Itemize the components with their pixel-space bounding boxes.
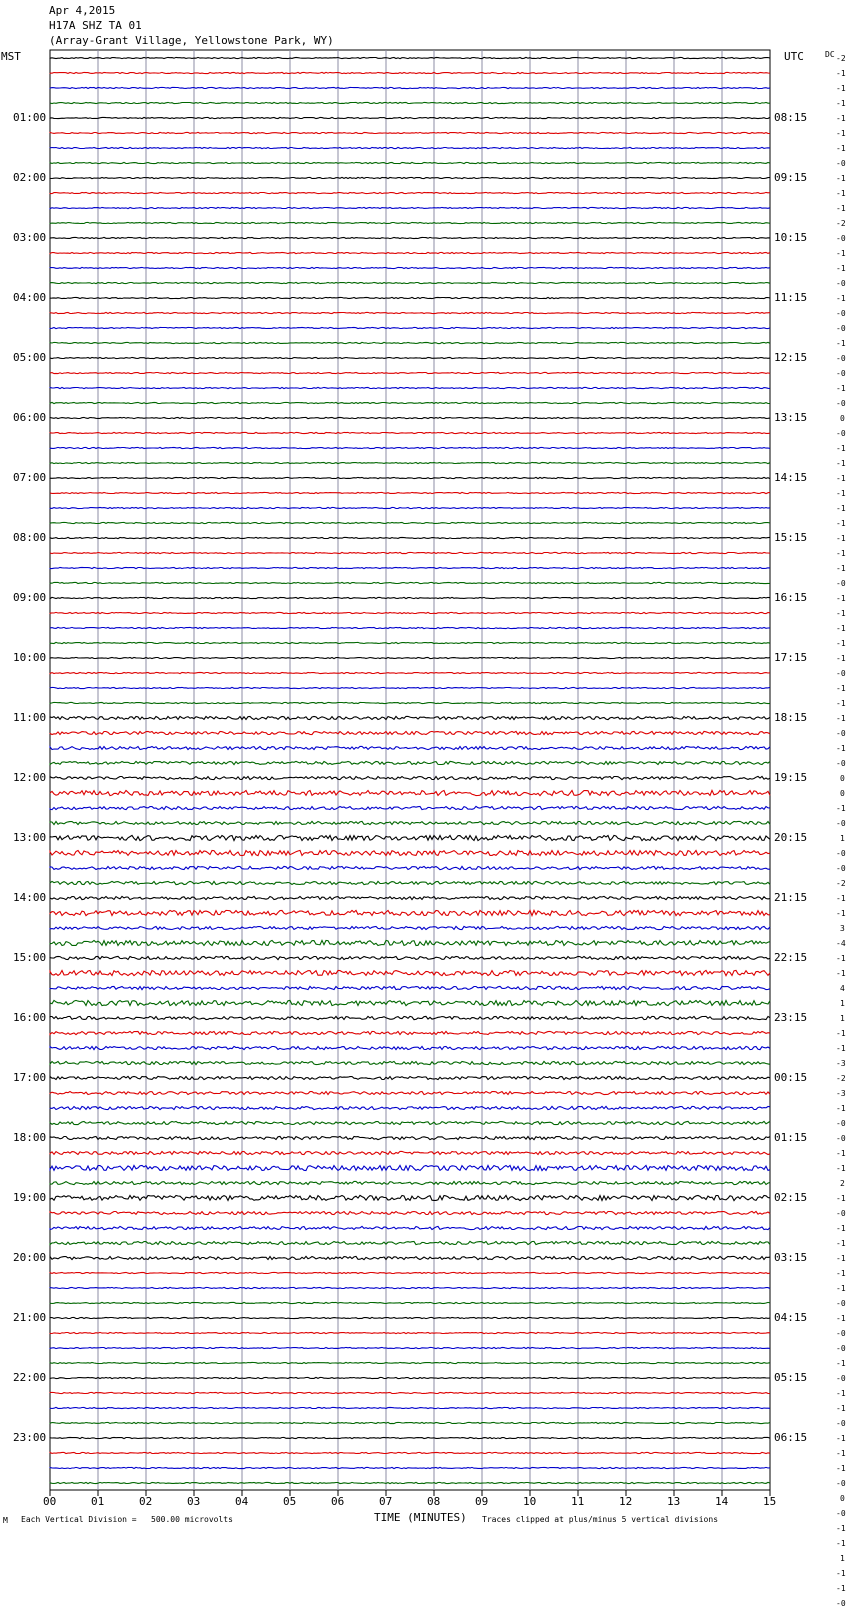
dc-offset-value: -0: [836, 1209, 846, 1218]
seismic-trace: [50, 1422, 770, 1423]
footer-left-mark: M: [3, 1516, 8, 1525]
seismic-trace: [50, 702, 770, 703]
dc-offset-value: -1: [836, 744, 846, 753]
seismic-trace: [50, 627, 770, 628]
seismic-trace: [50, 237, 770, 238]
seismic-trace: [50, 1392, 770, 1393]
seismic-trace: [50, 806, 770, 809]
seismic-trace: [50, 716, 770, 719]
seismic-trace: [50, 881, 770, 884]
scale-note: Each Vertical Division = 500.00 microvolts: [21, 1515, 233, 1524]
left-hour-label: 12:00: [13, 771, 47, 784]
dc-offset-value: -1: [836, 294, 846, 303]
dc-offset-value: 2: [840, 1179, 845, 1188]
dc-offset-value: -1: [836, 114, 846, 123]
dc-offset-value: -0: [836, 1599, 846, 1608]
seismic-trace: [50, 582, 770, 583]
dc-offset-value: -0: [836, 864, 846, 873]
left-hour-label: 13:00: [13, 831, 47, 844]
x-tick-label: 00: [43, 1495, 57, 1508]
dc-offset-value: -0: [836, 759, 846, 768]
seismic-trace: [50, 790, 770, 795]
left-hour-label: 07:00: [13, 471, 47, 484]
left-hour-label: 16:00: [13, 1011, 47, 1024]
left-hour-label: 17:00: [13, 1071, 47, 1084]
x-tick-label: 11: [571, 1495, 585, 1508]
left-hour-label: 05:00: [13, 351, 47, 364]
dc-offset-value: -0: [836, 849, 846, 858]
seismic-trace: [50, 87, 770, 88]
seismic-trace: [50, 657, 770, 658]
right-hour-label: 18:15: [774, 711, 808, 724]
right-hour-label: 20:15: [774, 831, 808, 844]
right-hour-label: 19:15: [774, 771, 808, 784]
dc-offset-value: -1: [836, 444, 846, 453]
dc-offset-value: -1: [836, 654, 846, 663]
x-tick-label: 14: [715, 1495, 729, 1508]
dc-offset-value: -1: [836, 384, 846, 393]
dc-offset-value: 1: [840, 834, 845, 843]
dc-offset-value: -0: [836, 819, 846, 828]
dc-offset-value: -0: [836, 309, 846, 318]
right-hour-label: 05:15: [774, 1371, 808, 1384]
seismic-trace: [50, 1165, 770, 1170]
right-hour-label: 13:15: [774, 411, 808, 424]
left-hour-label: 06:00: [13, 411, 47, 424]
right-hour-label: 09:15: [774, 171, 808, 184]
right-hour-label: 00:15: [774, 1071, 808, 1084]
seismic-trace: [50, 117, 770, 118]
seismic-trace: [50, 970, 770, 975]
dc-offset-value: -0: [836, 1134, 846, 1143]
left-hour-label: 09:00: [13, 591, 47, 604]
right-hour-label: 14:15: [774, 471, 808, 484]
right-hour-label: 15:15: [774, 531, 808, 544]
seismic-trace: [50, 896, 770, 899]
dc-offset-value: -0: [836, 429, 846, 438]
x-tick-label: 02: [139, 1495, 153, 1508]
dc-offset-value: -2: [836, 219, 846, 228]
dc-offset-value: -3: [836, 1059, 846, 1068]
seismic-trace: [50, 1452, 770, 1453]
dc-offset-value: -1: [836, 459, 846, 468]
x-tick-label: 09: [475, 1495, 489, 1508]
dc-offset-value: -1: [836, 534, 846, 543]
dc-offset-value: -0: [836, 279, 846, 288]
seismic-trace: [50, 462, 770, 463]
dc-offset-value: -1: [836, 609, 846, 618]
right-hour-label: 11:15: [774, 291, 808, 304]
dc-offset-value: -2: [836, 54, 846, 63]
seismic-trace: [50, 1076, 770, 1079]
dc-offset-value: -1: [836, 1254, 846, 1263]
dc-offset-value: -1: [836, 504, 846, 513]
right-hour-label: 01:15: [774, 1131, 808, 1144]
seismic-trace: [50, 147, 770, 148]
seismic-trace: [50, 821, 770, 824]
seismic-trace: [50, 132, 770, 133]
x-tick-label: 05: [283, 1495, 297, 1508]
right-hour-label: 10:15: [774, 231, 808, 244]
right-hour-label: 04:15: [774, 1311, 808, 1324]
dc-offset-value: -1: [836, 1359, 846, 1368]
left-hour-label: 01:00: [13, 111, 47, 124]
dc-offset-value: -0: [836, 1344, 846, 1353]
right-timezone-label: UTC: [784, 50, 804, 63]
seismic-trace: [50, 731, 770, 734]
dc-offset-value: 0: [840, 774, 845, 783]
right-hour-label: 12:15: [774, 351, 808, 364]
dc-offset-value: -1: [836, 1404, 846, 1413]
dc-offset-value: -1: [836, 909, 846, 918]
dc-offset-value: 0: [840, 789, 845, 798]
seismic-trace: [50, 1061, 770, 1064]
seismic-trace: [50, 761, 770, 764]
seismic-trace: [50, 507, 770, 508]
dc-offset-value: -1: [836, 99, 846, 108]
left-timezone-label: MST: [1, 50, 21, 63]
dc-offset-value: -1: [836, 1524, 846, 1533]
seismic-trace: [50, 552, 770, 553]
station-code: H17A SHZ TA 01: [49, 19, 142, 32]
dc-offset-value: -1: [836, 549, 846, 558]
seismic-trace: [50, 357, 770, 358]
dc-offset-value: -1: [836, 1239, 846, 1248]
x-tick-label: 07: [379, 1495, 393, 1508]
seismic-trace: [50, 282, 770, 283]
dc-offset-value: -1: [836, 624, 846, 633]
seismic-trace: [50, 1482, 770, 1483]
dc-offset-value: -0: [836, 579, 846, 588]
seismic-trace: [50, 222, 770, 223]
seismic-trace: [50, 1226, 770, 1229]
dc-offset-value: -0: [836, 324, 846, 333]
x-tick-label: 12: [619, 1495, 633, 1508]
seismic-trace: [50, 940, 770, 945]
dc-offset-value: 4: [840, 984, 845, 993]
seismic-trace: [50, 1347, 770, 1348]
left-hour-label: 03:00: [13, 231, 47, 244]
x-tick-label: 13: [667, 1495, 681, 1508]
right-hour-label: 03:15: [774, 1251, 808, 1264]
x-tick-label: 08: [427, 1495, 441, 1508]
seismic-trace: [50, 1211, 770, 1214]
seismic-trace: [50, 402, 770, 403]
seismic-trace: [50, 297, 770, 298]
seismic-trace: [50, 72, 770, 73]
seismic-trace: [50, 447, 770, 448]
plot-date: Apr 4,2015: [49, 4, 116, 17]
dc-offset-value: -0: [836, 1119, 846, 1128]
seismic-trace: [50, 776, 770, 779]
seismic-trace: [50, 1241, 770, 1244]
dc-offset-value: -1: [836, 84, 846, 93]
left-hour-label: 23:00: [13, 1431, 47, 1444]
dc-offset-value: -1: [836, 1224, 846, 1233]
seismic-trace: [50, 1287, 770, 1288]
right-hour-label: 21:15: [774, 891, 808, 904]
seismic-trace: [50, 866, 770, 869]
x-tick-label: 01: [91, 1495, 105, 1508]
dc-offset-value: -0: [836, 369, 846, 378]
dc-offset-value: -1: [836, 69, 846, 78]
seismic-trace: [50, 252, 770, 253]
seismic-trace: [50, 417, 770, 418]
seismic-trace: [50, 1181, 770, 1184]
seismic-trace: [50, 1272, 770, 1273]
seismic-trace: [50, 192, 770, 193]
seismic-trace: [50, 1092, 770, 1095]
dc-offset-value: -2: [836, 879, 846, 888]
seismic-trace: [50, 477, 770, 478]
seismic-trace: [50, 1046, 770, 1049]
left-hour-label: 11:00: [13, 711, 47, 724]
dc-offset-value: -1: [836, 969, 846, 978]
dc-offset-value: -1: [836, 1284, 846, 1293]
dc-offset-value: -1: [836, 1029, 846, 1038]
seismic-trace: [50, 1121, 770, 1124]
seismic-trace: [50, 597, 770, 598]
left-hour-label: 04:00: [13, 291, 47, 304]
seismic-trace: [50, 1377, 770, 1378]
dc-offset-value: -1: [836, 639, 846, 648]
dc-offset-value: 0: [840, 414, 845, 423]
seismic-trace: [50, 835, 770, 840]
dc-offset-header: DC: [825, 50, 835, 59]
seismic-trace: [50, 986, 770, 989]
right-hour-label: 02:15: [774, 1191, 808, 1204]
dc-offset-value: -1: [836, 804, 846, 813]
dc-offset-value: -4: [836, 939, 846, 948]
seismic-trace: [50, 850, 770, 855]
dc-offset-value: -1: [836, 684, 846, 693]
x-tick-label: 03: [187, 1495, 201, 1508]
dc-offset-value: -0: [836, 1419, 846, 1428]
dc-offset-value: -1: [836, 954, 846, 963]
seismic-trace: [50, 57, 770, 58]
seismic-trace: [50, 926, 770, 929]
seismic-trace: [50, 1106, 770, 1109]
right-hour-label: 16:15: [774, 591, 808, 604]
seismic-trace: [50, 687, 770, 688]
dc-offset-value: -0: [836, 729, 846, 738]
left-hour-label: 20:00: [13, 1251, 47, 1264]
dc-offset-value: -1: [836, 339, 846, 348]
dc-offset-value: -1: [836, 894, 846, 903]
dc-offset-value: -1: [836, 699, 846, 708]
left-hour-label: 22:00: [13, 1371, 47, 1384]
dc-offset-value: -1: [836, 189, 846, 198]
dc-offset-value: -1: [836, 1464, 846, 1473]
station-location: (Array-Grant Village, Yellowstone Park, WY): [49, 34, 334, 47]
dc-offset-value: 3: [840, 924, 845, 933]
seismic-trace: [50, 177, 770, 178]
dc-offset-value: -1: [836, 144, 846, 153]
dc-offset-value: -1: [836, 489, 846, 498]
seismic-trace: [50, 1332, 770, 1333]
right-hour-label: 22:15: [774, 951, 808, 964]
x-tick-label: 06: [331, 1495, 345, 1508]
seismic-trace: [50, 1031, 770, 1034]
seismic-trace: [50, 672, 770, 673]
left-hour-label: 18:00: [13, 1131, 47, 1144]
seismic-trace: [50, 1467, 770, 1468]
dc-offset-value: -1: [836, 1449, 846, 1458]
dc-offset-value: -0: [836, 669, 846, 678]
dc-offset-value: -0: [836, 1509, 846, 1518]
dc-offset-value: -0: [836, 354, 846, 363]
seismic-trace: [50, 642, 770, 643]
seismic-trace: [50, 1151, 770, 1154]
right-hour-label: 23:15: [774, 1011, 808, 1024]
dc-offset-value: -1: [836, 264, 846, 273]
dc-offset-value: -1: [836, 1044, 846, 1053]
dc-offset-value: 1: [840, 1014, 845, 1023]
seismic-trace: [50, 537, 770, 538]
seismic-trace: [50, 102, 770, 103]
dc-offset-value: -3: [836, 1089, 846, 1098]
left-hour-label: 19:00: [13, 1191, 47, 1204]
seismic-trace: [50, 342, 770, 343]
seismic-trace: [50, 267, 770, 268]
seismic-trace: [50, 746, 770, 749]
right-hour-label: 06:15: [774, 1431, 808, 1444]
left-hour-label: 21:00: [13, 1311, 47, 1324]
x-tick-label: 04: [235, 1495, 249, 1508]
right-hour-label: 08:15: [774, 111, 808, 124]
dc-offset-value: -0: [836, 399, 846, 408]
left-hour-label: 02:00: [13, 171, 47, 184]
seismic-trace: [50, 910, 770, 915]
dc-offset-value: -1: [836, 1584, 846, 1593]
left-hour-label: 08:00: [13, 531, 47, 544]
dc-offset-value: -1: [836, 249, 846, 258]
seismic-trace: [50, 492, 770, 493]
seismic-trace: [50, 1195, 770, 1200]
seismic-trace: [50, 1437, 770, 1438]
dc-offset-value: -1: [836, 474, 846, 483]
seismic-trace: [50, 956, 770, 959]
seismic-trace: [50, 1407, 770, 1408]
seismic-trace: [50, 567, 770, 568]
seismic-trace: [50, 522, 770, 523]
dc-offset-value: 0: [840, 1494, 845, 1503]
dc-offset-value: -1: [836, 174, 846, 183]
dc-offset-value: -1: [836, 594, 846, 603]
left-hour-label: 10:00: [13, 651, 47, 664]
dc-offset-value: -1: [836, 714, 846, 723]
dc-offset-value: -0: [836, 1299, 846, 1308]
dc-offset-value: -1: [836, 1434, 846, 1443]
left-hour-label: 15:00: [13, 951, 47, 964]
dc-offset-value: -1: [836, 204, 846, 213]
dc-offset-value: -1: [836, 519, 846, 528]
dc-offset-value: -1: [836, 1149, 846, 1158]
seismic-trace: [50, 1302, 770, 1303]
dc-offset-value: -1: [836, 1194, 846, 1203]
seismic-trace: [50, 1317, 770, 1318]
dc-offset-value: -1: [836, 1539, 846, 1548]
seismic-trace: [50, 612, 770, 613]
dc-offset-value: -1: [836, 1389, 846, 1398]
left-hour-label: 14:00: [13, 891, 47, 904]
clip-note: Traces clipped at plus/minus 5 vertical divisions: [482, 1515, 719, 1524]
seismic-trace: [50, 1256, 770, 1259]
dc-offset-value: -0: [836, 234, 846, 243]
dc-offset-value: -1: [836, 1164, 846, 1173]
seismic-trace: [50, 1136, 770, 1139]
x-axis-title: TIME (MINUTES): [374, 1511, 467, 1524]
seismic-trace: [50, 1362, 770, 1363]
seismic-trace: [50, 162, 770, 163]
seismic-trace: [50, 312, 770, 313]
dc-offset-value: -0: [836, 1374, 846, 1383]
dc-offset-value: -2: [836, 1074, 846, 1083]
right-hour-label: 17:15: [774, 651, 808, 664]
seismic-trace: [50, 432, 770, 433]
plot-frame: [50, 50, 770, 1490]
seismic-trace: [50, 327, 770, 328]
dc-offset-value: -0: [836, 159, 846, 168]
x-tick-label: 10: [523, 1495, 537, 1508]
dc-offset-value: 1: [840, 999, 845, 1008]
dc-offset-value: -1: [836, 129, 846, 138]
dc-offset-value: -0: [836, 1479, 846, 1488]
dc-offset-value: -1: [836, 564, 846, 573]
dc-offset-value: -1: [836, 1104, 846, 1113]
seismic-trace: [50, 1000, 770, 1005]
dc-offset-value: -1: [836, 1269, 846, 1278]
x-tick-label: 15: [763, 1495, 777, 1508]
dc-offset-value: -1: [836, 1569, 846, 1578]
seismic-trace: [50, 207, 770, 208]
seismic-trace: [50, 387, 770, 388]
dc-offset-value: -0: [836, 1329, 846, 1338]
seismic-trace: [50, 1016, 770, 1019]
dc-offset-value: -1: [836, 1314, 846, 1323]
seismic-trace: [50, 372, 770, 373]
dc-offset-value: 1: [840, 1554, 845, 1563]
